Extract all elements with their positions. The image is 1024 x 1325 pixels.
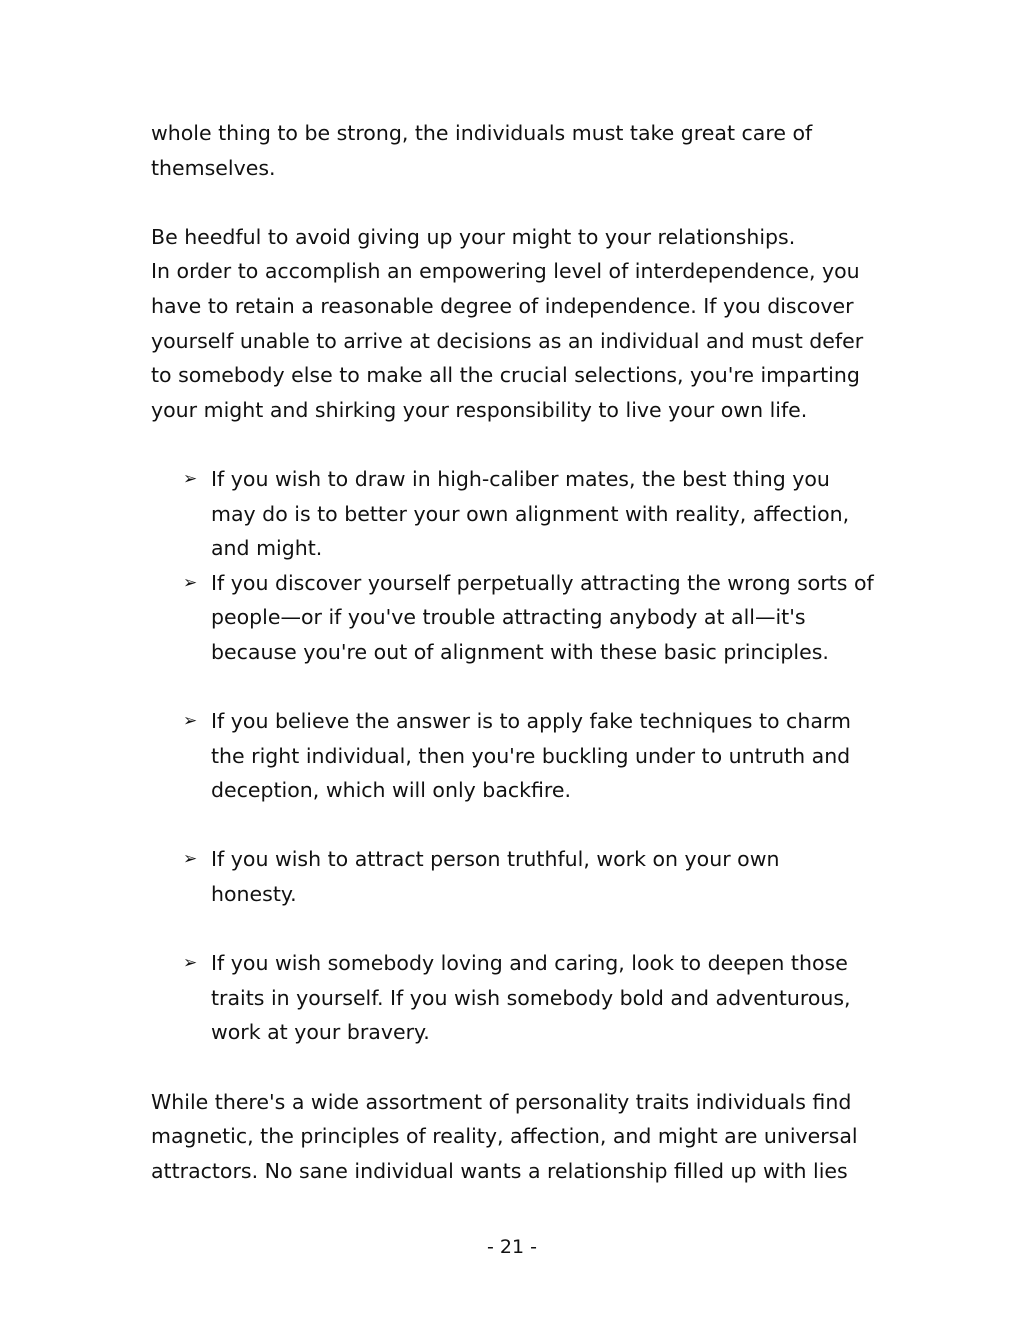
arrow-bullet-icon: ➢	[183, 849, 198, 870]
bullet-text: If you wish somebody loving and caring, look to deepen those traits in yourself. If you wish somebody bold and adventurous, work at your bravery.	[211, 951, 851, 1045]
list-item	[183, 704, 881, 808]
list-item	[183, 842, 881, 911]
arrow-bullet-icon: ➢	[183, 953, 198, 974]
arrow-bullet-icon: ➢	[183, 468, 198, 489]
bullet-text: If you discover yourself perpetually attracting the wrong sorts of people—or if you've trouble attracting anybody at all—it's because you're out of alignment with these basic principles.	[211, 570, 874, 664]
bullet-text: If you wish to attract person truthful, work on your own honesty.	[211, 847, 780, 907]
bullet-text: If you wish to draw in high-caliber mates, the best thing you may do is to better your own alignment with reality, affection, and might.	[211, 466, 850, 561]
arrow-bullet-icon: ➢	[183, 711, 198, 732]
list-item	[183, 566, 881, 670]
paragraph-attractors: While there's a wide assortment of personality traits individuals find magnetic, the principles of reality, affection, and might are universal attractors. No sane individual wants a relationship filled up with lies	[151, 1089, 858, 1183]
list-item	[183, 946, 881, 1050]
page-number: - 21 -	[487, 1236, 537, 1258]
paragraph-spacer	[151, 1050, 881, 1085]
arrow-bullet-icon: ➢	[183, 572, 198, 593]
paragraph-intro: whole thing to be strong, the individuals must take great care of themselves.	[151, 121, 813, 180]
paragraph-spacer	[151, 185, 881, 220]
list-item	[183, 462, 881, 566]
paragraph-spacer	[151, 427, 881, 462]
bullet-list	[183, 462, 881, 1050]
paragraph-independence: Be heedful to avoid giving up your might to your relationships. In order to accomplish an empowering level of interdependence, you have to retain a reasonable degree of independence. If you discover yourself unable to arrive at decisions as an individual and must defer to somebody else to make all the crucial selections, you're imparting your might and shirking your responsibility to live your own life.	[151, 224, 864, 422]
document-page	[151, 116, 881, 1188]
bullet-text: If you believe the answer is to apply fake techniques to charm the right individual, then you're buckling under to untruth and deception, which will only backfire.	[211, 709, 851, 803]
